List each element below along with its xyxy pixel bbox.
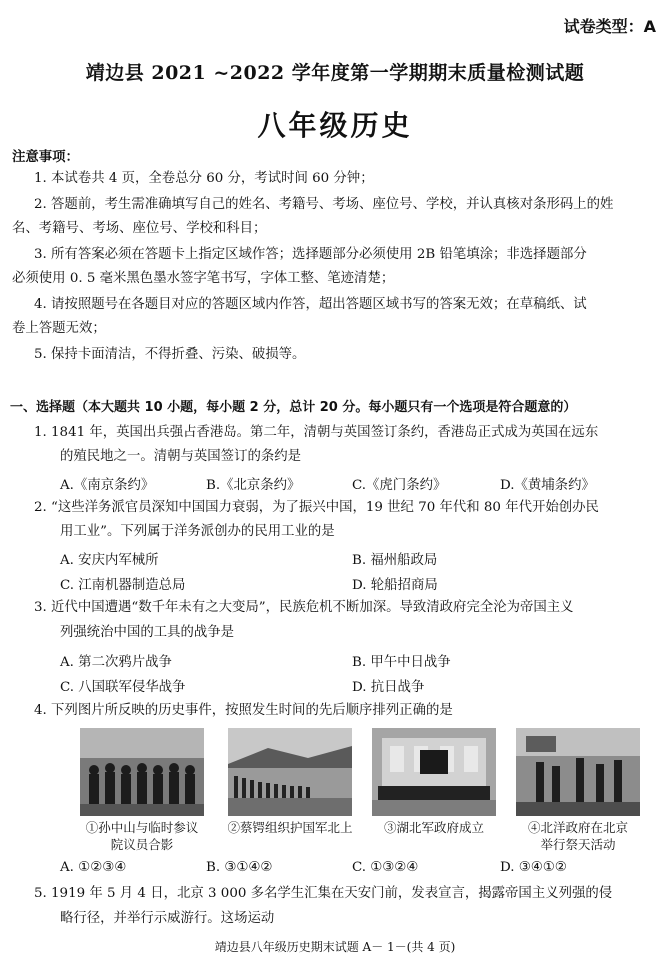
q3-option-a: A. 第二次鸦片战争: [60, 655, 172, 670]
caption-3-line: ③湖北军政府成立: [383, 820, 484, 835]
caption-1-line: 院议员合影: [110, 837, 174, 852]
q4-option-a: A. ①②③④: [60, 860, 127, 875]
notice-line: 名、考籍号、考场、座位号、学校和科目；: [12, 221, 267, 236]
photo-hubei-military-government: [372, 728, 496, 816]
caption-4-line: ④北洋政府在北京: [527, 820, 628, 835]
q4-option-b: B. ③①④②: [206, 860, 273, 875]
q2-option-a: A. 安庆内军械所: [60, 553, 159, 568]
notice-line: 3. 所有答案必须在答题卡上指定区域作答；选择题部分必须使用 2B 铅笔填涂；非选择题部分: [34, 247, 587, 262]
question-2-stem: 2. “这些洋务派官员深知中国国力衰弱，为了振兴中国，19 世纪 70 年代和 80 年代开始创办民: [34, 500, 599, 515]
caption-4-line: 举行祭天活动: [540, 837, 616, 852]
q2-option-b: B. 福州船政局: [352, 553, 438, 568]
photo-sun-yatsen-group: [80, 728, 204, 816]
notice-heading: 注意事项：: [12, 150, 79, 165]
question-5-stem: 5. 1919 年 5 月 4 日，北京 3 000 多名学生汇集在天安门前，发表宣言，揭露帝国主义列强的侵: [34, 886, 613, 901]
photo-national-protection-army: [228, 728, 352, 816]
question-1-stem: 的殖民地之一。清朝与英国签订的条约是: [60, 449, 302, 464]
notice-line: 卷上答题无效；: [12, 321, 106, 336]
question-5-stem: 略行径，并举行示威游行。这场运动: [60, 911, 275, 926]
notice-line: 5. 保持卡面清洁，不得折叠、污染、破损等。: [34, 347, 306, 362]
q2-option-d: D. 轮船招商局: [352, 578, 438, 593]
question-1-stem: 1. 1841 年，英国出兵强占香港岛。第二年，清朝与英国签订条约，香港岛正式成为英国在远东: [34, 425, 599, 440]
question-3-stem: 列强统治中国的工具的战争是: [60, 625, 235, 640]
exam-title: 靖边县 2021 ~2022 学年度第一学期期末质量检测试题: [85, 62, 585, 84]
photo-beiyang-heaven-worship: [516, 728, 640, 816]
q1-option-a: A.《南京条约》: [60, 478, 155, 493]
caption-2-line: ②蔡锷组织护国军北上: [227, 820, 353, 835]
caption-2: [215, 819, 365, 836]
q3-option-b: B. 甲午中日战争: [352, 655, 451, 670]
question-3-stem: 3. 近代中国遭遇“数千年未有之大变局”，民族危机不断加深。导致清政府完全沦为帝国主义: [34, 600, 574, 615]
question-2-stem: 用工业”。下列属于洋务派创办的民用工业的是: [60, 524, 335, 539]
caption-4: [503, 819, 653, 853]
q1-option-c: C.《虎门条约》: [352, 478, 447, 493]
q1-option-b: B.《北京条约》: [206, 478, 301, 493]
notice-line: 2. 答题前，考生需准确填写自己的姓名、考籍号、考场、座位号、学校，并认真核对条形码上的姓: [34, 197, 614, 212]
notice-line: 4. 请按照题号在各题目对应的答题区域内作答，超出答题区域书写的答案无效；在草稿纸、试: [34, 297, 587, 312]
q4-option-d: D. ③④①②: [500, 860, 567, 875]
paper-type-label: 试卷类型：A: [563, 17, 656, 36]
notice-line: 1. 本试卷共 4 页，全卷总分 60 分，考试时间 60 分钟；: [34, 171, 374, 186]
q1-option-d: D.《黄埔条约》: [500, 478, 595, 493]
q3-option-d: D. 抗日战争: [352, 680, 425, 695]
notice-line: 必须使用 0. 5 毫米黑色墨水签字笔书写，字体工整、笔迹清楚；: [12, 271, 395, 286]
subject-title: 八年级历史: [257, 109, 413, 142]
section-heading: 一、选择题（本大题共 10 小题，每小题 2 分，总计 20 分。每小题只有一个选项是符合题意的）: [10, 400, 577, 415]
q3-option-c: C. 八国联军侵华战争: [60, 680, 186, 695]
q2-option-c: C. 江南机器制造总局: [60, 578, 186, 593]
page-footer: 靖边县八年级历史期末试题 A－ 1－(共 4 页): [214, 940, 456, 954]
caption-3: [359, 819, 509, 836]
q4-option-c: C. ①③②④: [352, 860, 419, 875]
caption-1: [67, 819, 217, 853]
caption-1-line: ①孙中山与临时参议: [85, 820, 199, 835]
question-4-stem: 4. 下列图片所反映的历史事件，按照发生时间的先后顺序排列正确的是: [34, 703, 453, 718]
